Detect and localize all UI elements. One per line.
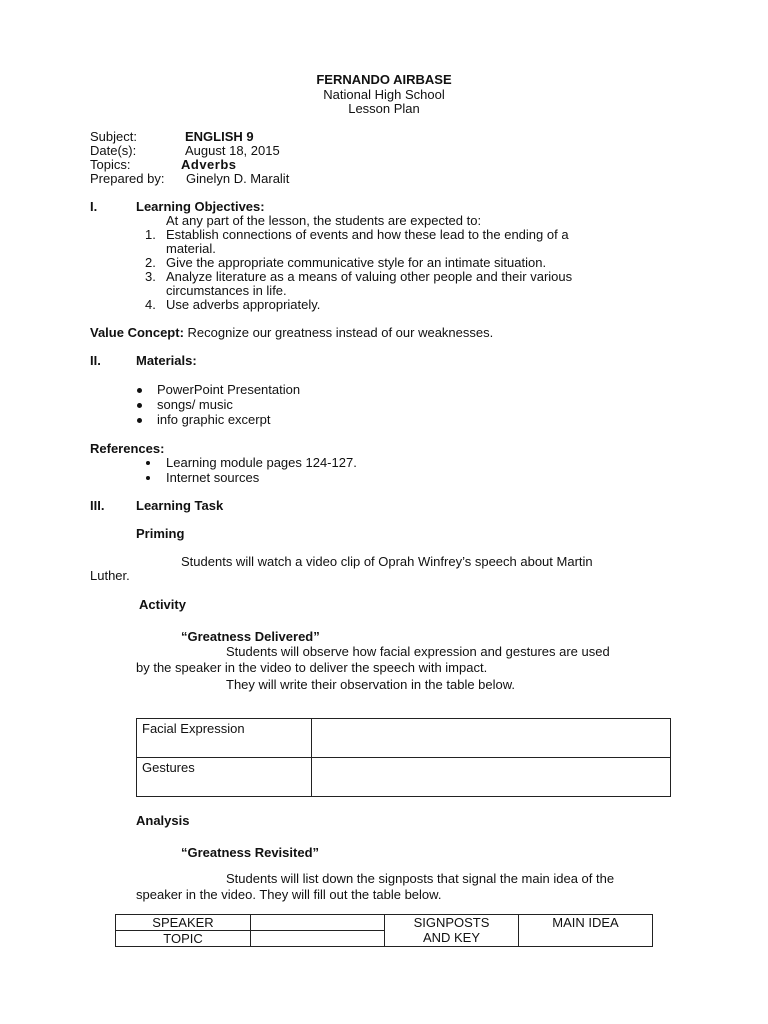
topic-header-cell: TOPIC <box>116 931 251 947</box>
material-item: PowerPoint Presentation <box>157 382 301 397</box>
objective-number: 1. <box>145 227 156 242</box>
school-type: National High School <box>323 87 445 102</box>
signposts-label: SIGNPOSTS <box>413 915 490 930</box>
facial-expression-cell: Facial Expression <box>137 719 312 758</box>
activity-title: Activity <box>139 597 186 612</box>
date-value: August 18, 2015 <box>185 143 280 158</box>
activity-text-cont: by the speaker in the video to deliver the speech with impact. <box>136 660 488 675</box>
table-row <box>137 719 671 758</box>
activity-text: Students will observe how facial expression and gestures are used <box>226 644 610 659</box>
signposts-label-cont: AND KEY <box>422 930 481 945</box>
analysis-text-cont: speaker in the video. They will fill out the table below. <box>136 887 442 902</box>
table-row <box>116 915 653 931</box>
gestures-answer-cell[interactable] <box>312 758 671 797</box>
signposts-header-cell <box>385 915 519 947</box>
activity-subtitle: “Greatness Delivered” <box>181 629 320 644</box>
gestures-cell: Gestures <box>137 758 312 797</box>
subject-label: Subject: <box>90 129 137 144</box>
priming-text-cont: Luther. <box>90 568 130 583</box>
section-numeral-1: I. <box>90 199 98 214</box>
bullet-icon <box>137 403 142 408</box>
analysis-text: Students will list down the signposts that signal the main idea of the <box>226 871 615 886</box>
topics-value: Adverbs <box>181 157 237 172</box>
section-numeral-3: III. <box>90 498 105 513</box>
reference-item: Learning module pages 124-127. <box>166 455 357 470</box>
table-row <box>137 758 671 797</box>
objective-number: 3. <box>145 269 156 284</box>
objective-number: 4. <box>145 297 156 312</box>
reference-item: Internet sources <box>166 470 260 485</box>
objective-text-cont: circumstances in life. <box>166 283 287 298</box>
objective-text-cont: material. <box>166 241 216 256</box>
priming-title: Priming <box>136 526 185 541</box>
objective-number: 2. <box>145 255 156 270</box>
objective-text: Use adverbs appropriately. <box>166 297 321 312</box>
value-concept <box>90 325 493 340</box>
objective-text: Analyze literature as a means of valuing other people and their various <box>166 269 573 284</box>
objective-text: Give the appropriate communicative style for an intimate situation. <box>166 255 547 270</box>
learning-task-title: Learning Task <box>136 498 224 513</box>
speaker-answer-cell[interactable] <box>251 915 385 931</box>
prepared-value: Ginelyn D. Maralit <box>186 171 290 186</box>
bullet-icon <box>137 418 142 423</box>
main-idea-header-cell: MAIN IDEA <box>519 915 653 947</box>
activity-text-cont: They will write their observation in the table below. <box>226 677 516 692</box>
observation-table <box>136 718 671 797</box>
prepared-label: Prepared by: <box>90 171 165 186</box>
value-concept-text: Recognize our greatness instead of our weaknesses. <box>187 325 494 340</box>
subject-value: ENGLISH 9 <box>185 129 254 144</box>
objective-text: Establish connections of events and how these lead to the ending of a <box>166 227 569 242</box>
document-type: Lesson Plan <box>348 101 420 116</box>
materials-title: Materials: <box>136 353 197 368</box>
material-item: info graphic excerpt <box>157 412 271 427</box>
analysis-title: Analysis <box>136 813 190 828</box>
analysis-subtitle: “Greatness Revisited” <box>181 845 320 860</box>
objectives-intro: At any part of the lesson, the students are expected to: <box>166 213 482 228</box>
priming-text: Students will watch a video clip of Oprah Winfrey’s speech about Martin <box>181 554 593 569</box>
bullet-icon <box>146 476 150 480</box>
section-numeral-2: II. <box>90 353 101 368</box>
school-name: FERNANDO AIRBASE <box>316 72 452 87</box>
topic-answer-cell[interactable] <box>251 931 385 947</box>
references-title: References: <box>90 441 165 456</box>
bullet-icon <box>137 388 142 393</box>
material-item: songs/ music <box>157 397 233 412</box>
date-label: Date(s): <box>90 143 137 158</box>
facial-expression-answer-cell[interactable] <box>312 719 671 758</box>
objectives-title: Learning Objectives: <box>136 199 265 214</box>
bullet-icon <box>146 461 150 465</box>
topics-label: Topics: <box>90 157 131 172</box>
signposts-table <box>115 914 653 947</box>
speaker-header-cell: SPEAKER <box>116 915 251 931</box>
value-concept-label: Value Concept: <box>90 325 184 340</box>
